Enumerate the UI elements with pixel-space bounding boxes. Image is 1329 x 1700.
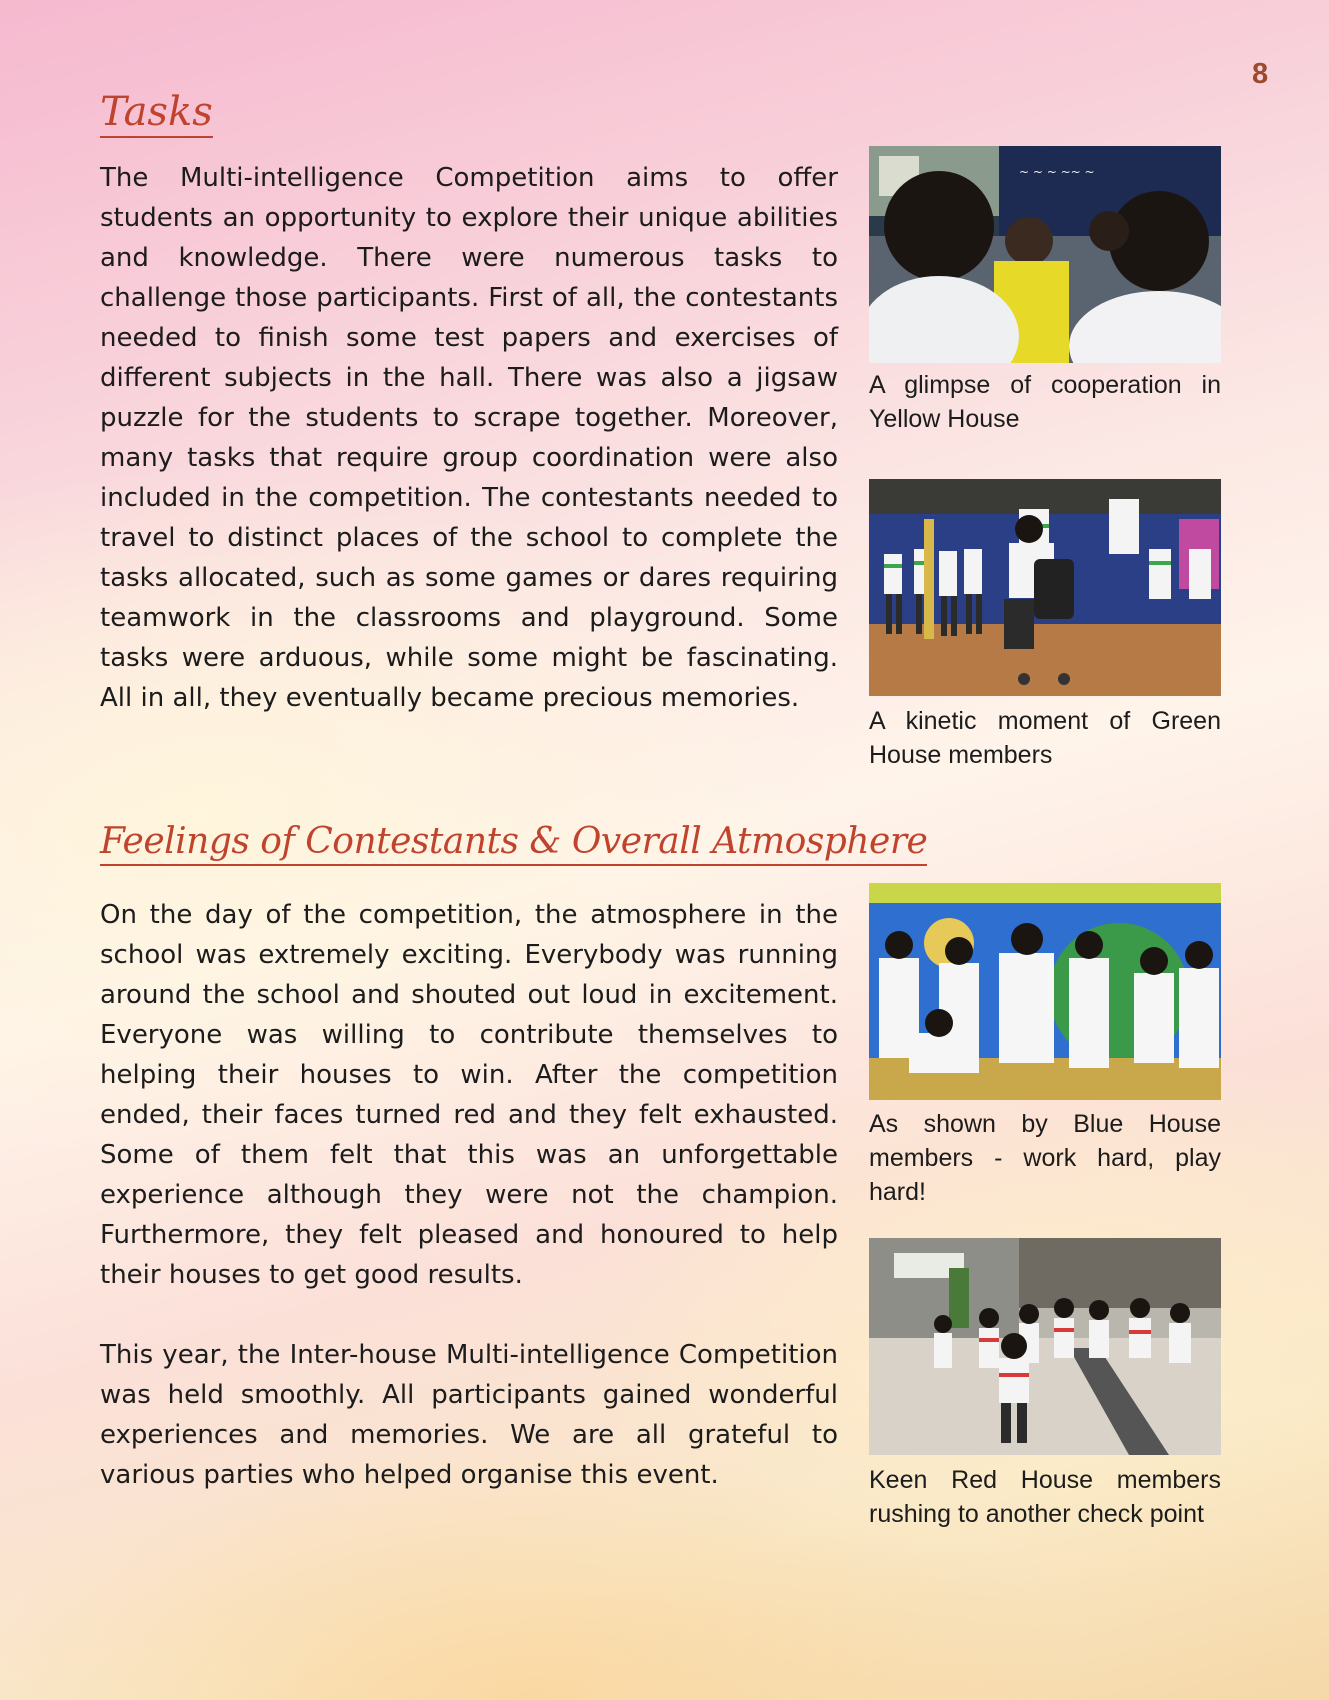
photo-green-house bbox=[869, 479, 1221, 696]
photo-blue-house bbox=[869, 883, 1221, 1100]
photo-caption-red: Keen Red House members rushing to another check point bbox=[869, 1466, 1221, 1528]
feelings-heading: Feelings of Contestants & Overall Atmosphere bbox=[100, 822, 927, 866]
photo-caption-green: A kinetic moment of Green House members bbox=[869, 707, 1221, 769]
svg-text:~ ~ ~ ~~ ~: ~ ~ ~ ~~ ~ bbox=[1019, 165, 1095, 179]
red-house-image bbox=[869, 1238, 1221, 1455]
yellow-house-image bbox=[869, 146, 1221, 363]
photo-caption-yellow: A glimpse of cooperation in Yellow House bbox=[869, 371, 1221, 433]
feelings-paragraph-1: On the day of the competition, the atmosphere in the school was extremely exciting. Everybody was running around the school and shouted out loud in excitement. Everyone was willing to contribute themselves to helping their houses to win. After the competition ended, their faces turned red and they felt exhausted. Some of them felt that this was an unforgettable experience although they were not the champion. Furthermore, they felt pleased and honoured to help their houses to get good results. bbox=[100, 900, 838, 1290]
photo-caption-blue: As shown by Blue House members - work hard, play hard! bbox=[869, 1110, 1221, 1206]
blue-house-image bbox=[869, 883, 1221, 1100]
green-house-image bbox=[869, 479, 1221, 696]
photo-red-house bbox=[869, 1238, 1221, 1455]
page-number: 8 bbox=[1252, 58, 1269, 90]
photo-yellow-house bbox=[869, 146, 1221, 363]
tasks-heading: Tasks bbox=[100, 90, 213, 138]
tasks-paragraph: The Multi-intelligence Competition aims to offer students an opportunity to explore their unique abilities and knowledge. There were numerous tasks to challenge those participants. First of all, the contestants needed to finish some test papers and exercises of different subjects in the hall. There was also a jigsaw puzzle for the students to scrape together. Moreover, many tasks that require group coordination were also included in the competition. The contestants needed to travel to distinct places of the school to complete the tasks allocated, such as some games or dares requiring teamwork in the classrooms and playground. Some tasks were arduous, while some might be fascinating. All in all, they eventually became precious memories. bbox=[100, 163, 838, 713]
feelings-paragraph-2: This year, the Inter-house Multi-intelligence Competition was held smoothly. All participants gained wonderful experiences and memories. We are all grateful to various parties who helped organise this event. bbox=[100, 1340, 838, 1490]
